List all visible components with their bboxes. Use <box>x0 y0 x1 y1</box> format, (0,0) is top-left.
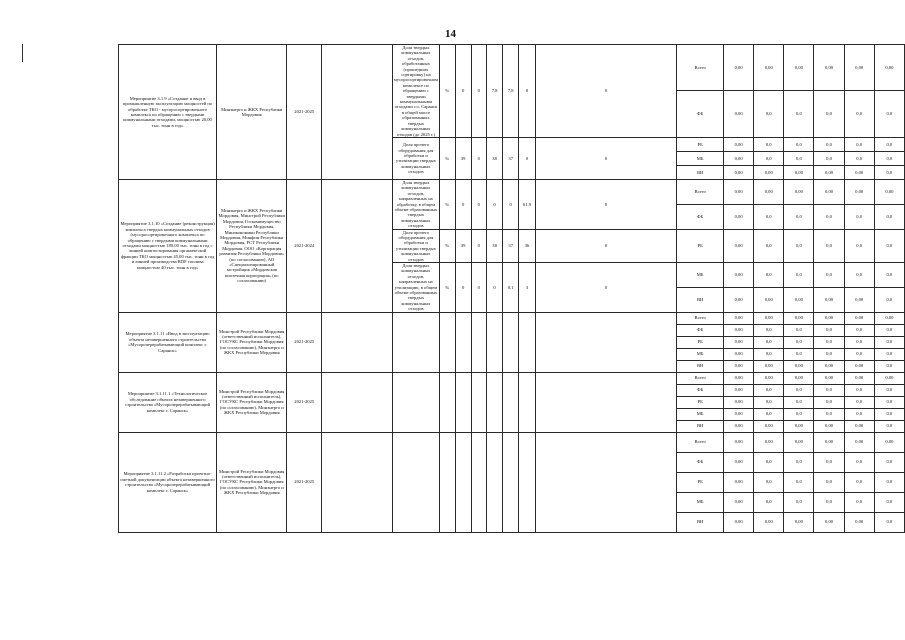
funding-value: 0,00 <box>724 396 754 408</box>
funding-value: 0,0 <box>874 472 904 492</box>
indicator-value: 0 <box>471 263 486 313</box>
indicator-value: 0 <box>535 137 676 179</box>
indicator-value <box>503 372 519 432</box>
unit-cell <box>392 432 439 532</box>
indicator-value <box>439 312 455 372</box>
funding-value: 0,0 <box>844 204 874 229</box>
indicator-unit: % <box>439 179 455 229</box>
indicator-value: 0 <box>455 45 471 138</box>
funding-value: 0,0 <box>784 336 814 348</box>
spacer-cell <box>535 312 676 372</box>
funding-value: 0,0 <box>784 452 814 472</box>
funding-source: МБ <box>677 263 724 288</box>
funding-value: 0,0 <box>784 263 814 288</box>
indicator-unit: % <box>439 229 455 262</box>
funding-value: 0,00 <box>844 179 874 204</box>
funding-source: ФБ <box>677 384 724 396</box>
funding-value: 0,00 <box>724 151 754 165</box>
executor: Минстрой Республики Мордовия (ответственный исполнитель), ГОСУКС Республики Мордовия (по согласованию), Минэнерго и ЖКХ Республики Мордовия <box>217 372 287 432</box>
indicator-value: 0 <box>535 263 676 313</box>
program-table <box>118 44 905 533</box>
funding-value: 0,00 <box>844 372 874 384</box>
funding-value: 0,00 <box>754 420 784 432</box>
funding-source: Всего <box>677 372 724 384</box>
funding-value: 0,00 <box>724 360 754 372</box>
funding-value: 0,0 <box>784 91 814 137</box>
funding-source: РБ <box>677 137 724 151</box>
funding-value: 0,00 <box>814 165 844 179</box>
funding-value: 0,0 <box>844 229 874 262</box>
funding-value: 0,0 <box>784 408 814 420</box>
indicator-value: 0 <box>471 137 486 179</box>
funding-value: 0,0 <box>784 229 814 262</box>
funding-value: 0,0 <box>874 408 904 420</box>
funding-value: 0,00 <box>724 91 754 137</box>
funding-value: 0,0 <box>874 204 904 229</box>
indicator-value: 0 <box>455 179 471 229</box>
funding-value: 0,00 <box>844 420 874 432</box>
funding-source: ФБ <box>677 91 724 137</box>
indicator-value <box>439 372 455 432</box>
indicator-value <box>455 432 471 532</box>
funding-value: 0,0 <box>814 472 844 492</box>
funding-value: 0,00 <box>784 312 814 324</box>
funding-value: 0,00 <box>814 179 844 204</box>
indicator-value: 0 <box>487 263 503 313</box>
event-name: Мероприятие 3.1.11.1 «Технологическое обследование объекта незавершенного строительства «Мусороперерабатывающий комплекс г. Саранск» <box>119 372 217 432</box>
funding-value: 0,00 <box>844 512 874 532</box>
term: 2021-2024 <box>287 179 322 312</box>
funding-source: МБ <box>677 408 724 420</box>
funding-value: 0,0 <box>754 204 784 229</box>
funding-value: 0,00 <box>724 384 754 396</box>
indicator-value: 61,9 <box>519 179 536 229</box>
indicator-value <box>487 312 503 372</box>
event-name: Мероприятие 3.1.9 «Создание и ввод в промышленную эксплуатацию мощностей по обработке ТКО - мусоросортировочного комплекса по обращению с твердыми коммунальными отходами, мощностью 20,00 тыс. тонн в год» <box>119 45 217 180</box>
funding-value: 0,00 <box>784 372 814 384</box>
term: 2021-2025 <box>287 45 322 180</box>
funding-value: 0,0 <box>784 472 814 492</box>
funding-value: 0,00 <box>724 336 754 348</box>
unit-cell <box>392 312 439 372</box>
indicator-cell <box>322 312 393 372</box>
indicator-cell <box>322 432 393 532</box>
funding-value: 0,0 <box>844 263 874 288</box>
indicator-value: 39 <box>455 137 471 179</box>
funding-value: 0,0 <box>814 396 844 408</box>
funding-source: РБ <box>677 229 724 262</box>
funding-value: 0,0 <box>814 492 844 512</box>
funding-source: ВИ <box>677 512 724 532</box>
funding-value: 0,0 <box>754 348 784 360</box>
funding-value: 0,0 <box>874 420 904 432</box>
funding-value: 0,00 <box>754 372 784 384</box>
funding-value: 0,0 <box>844 384 874 396</box>
spacer-cell <box>322 45 393 180</box>
funding-value: 0,00 <box>844 360 874 372</box>
funding-value: 0,00 <box>724 420 754 432</box>
funding-value: 0,0 <box>784 151 814 165</box>
funding-value: 0,0 <box>754 91 784 137</box>
funding-source: Всего <box>677 45 724 91</box>
funding-source: РБ <box>677 472 724 492</box>
funding-value: 0,0 <box>874 91 904 137</box>
executor: Минстрой Республики Мордовия (ответственный исполнитель), ГОСУКС Республики Мордовия (по согласованию), Минэнерго и ЖКХ Республики Мордовия <box>217 312 287 372</box>
funding-value: 0,0 <box>814 384 844 396</box>
indicator-value: 36 <box>519 229 536 262</box>
indicator-value <box>487 432 503 532</box>
funding-value: 0,0 <box>874 324 904 336</box>
term: 2021-2025 <box>287 432 322 532</box>
funding-value: 0,0 <box>814 204 844 229</box>
indicator-value: 38 <box>487 137 503 179</box>
indicator-value: 39 <box>455 229 471 262</box>
funding-value: 0,00 <box>784 45 814 91</box>
funding-value: 0,00 <box>814 372 844 384</box>
funding-value: 0,00 <box>784 165 814 179</box>
funding-value: 0,00 <box>814 312 844 324</box>
executor: Минэнерго и ЖКХ Республики Мордовия, Минстрой Республики Мордовия, Госкомимущество Республики Мордовия, Минэкономики Республики Мордовия, Минфин Республики Мордовия, РСТ Республики Мордовия, ООО «Корпорация развития Республики Мордовия» (по согласованию), АО «Специализированный застройщик «Мордовская ипотечная корпорация» (по согласованию) <box>217 179 287 312</box>
funding-value: 0,0 <box>814 263 844 288</box>
indicator-name: Доля твердых коммунальных отходов, обработанных (прошедших сортировку) на мусоросортировочном комплексе по обращению с твердыми коммунальными отходами г.о. Саранск в общей массе образованных твердых коммунальных отходов (до 2025 г.) <box>393 45 438 137</box>
funding-value: 0,0 <box>844 91 874 137</box>
indicator-value: 0 <box>503 179 519 229</box>
funding-value: 0,0 <box>874 360 904 372</box>
funding-value: 0,0 <box>754 151 784 165</box>
funding-value: 0,0 <box>814 137 844 151</box>
indicator-value <box>455 312 471 372</box>
funding-source: Всего <box>677 432 724 452</box>
funding-value: 0,0 <box>844 408 874 420</box>
funding-value: 0,00 <box>844 432 874 452</box>
indicator-value <box>519 432 536 532</box>
funding-value: 0,0 <box>844 137 874 151</box>
indicator-value: 38 <box>487 229 503 262</box>
funding-source: ФБ <box>677 452 724 472</box>
funding-value: 0,0 <box>874 263 904 288</box>
funding-value: 0,0 <box>814 229 844 262</box>
funding-value: 0,00 <box>814 45 844 91</box>
funding-value: 0,0 <box>754 324 784 336</box>
margin-mark <box>22 44 23 62</box>
term: 2021-2025 <box>287 372 322 432</box>
funding-value: 0,0 <box>874 287 904 312</box>
executor: Минэнерго и ЖКХ Республики Мордовия <box>217 45 287 180</box>
indicator-value: 0 <box>519 137 536 179</box>
funding-value: 0,0 <box>814 408 844 420</box>
funding-value: 0,0 <box>844 151 874 165</box>
funding-value: 0,0 <box>874 492 904 512</box>
funding-value: 0,0 <box>754 336 784 348</box>
indicator-value <box>519 312 536 372</box>
funding-value: 0,00 <box>724 432 754 452</box>
funding-value: 0,0 <box>844 472 874 492</box>
funding-value: 0,0 <box>844 336 874 348</box>
funding-value: 0,00 <box>724 204 754 229</box>
funding-value: 0,00 <box>814 360 844 372</box>
indicator-value <box>503 312 519 372</box>
funding-value: 0,00 <box>754 432 784 452</box>
funding-value: 0,0 <box>754 472 784 492</box>
indicator-value: 7,8 <box>503 45 519 138</box>
indicator-unit: % <box>439 45 455 138</box>
funding-value: 0,00 <box>724 348 754 360</box>
indicator-value: 0 <box>455 263 471 313</box>
funding-value: 0,00 <box>724 372 754 384</box>
funding-value: 0,0 <box>874 165 904 179</box>
funding-value: 0,0 <box>754 384 784 396</box>
funding-value: 0,0 <box>814 151 844 165</box>
indicator-value: 0 <box>471 229 486 262</box>
funding-value: 0,0 <box>754 408 784 420</box>
funding-value: 0,00 <box>874 312 904 324</box>
executor: Минстрой Республики Мордовия (ответственный исполнитель), ГОСУКС Республики Мордовия (по согласованию), Минэнерго и ЖКХ Республики Мордовия <box>217 432 287 532</box>
spacer-cell <box>322 179 393 312</box>
table-row <box>119 45 905 91</box>
funding-value: 0,00 <box>724 472 754 492</box>
event-name: Мероприятие 3.1.11 «Ввод в эксплуатацию объекта незавершенного строительства «Мусороперерабатывающий комплекс г. Саранск» <box>119 312 217 372</box>
indicator-value: 0,1 <box>503 263 519 313</box>
indicator-value <box>471 372 486 432</box>
funding-value: 0,0 <box>814 336 844 348</box>
funding-value: 0,00 <box>754 512 784 532</box>
spacer-cell <box>535 432 676 532</box>
event-name: Мероприятие 3.1.10 «Создание (реконструкция) комплекса твердых коммунальных отходов (мусоросортировочного комплекса по обращению с твердыми коммунальными отходами мощностью 180,00 тыс. тонн в год с линией компостирования органической фракции ТКО мощностью 45,00 тыс. тонн в год и линией производства RDF топлива мощностью 40 тыс. тонн в год» <box>119 179 217 312</box>
indicator-value: 0 <box>519 45 536 138</box>
funding-value: 0,00 <box>754 287 784 312</box>
funding-source: РБ <box>677 336 724 348</box>
funding-value: 0,00 <box>844 287 874 312</box>
funding-value: 0,00 <box>724 492 754 512</box>
funding-value: 0,0 <box>784 137 814 151</box>
funding-value: 0,00 <box>784 179 814 204</box>
indicator-unit: % <box>439 263 455 313</box>
term: 2021-2025 <box>287 312 322 372</box>
funding-value: 0,00 <box>874 45 904 91</box>
funding-value: 0,00 <box>814 512 844 532</box>
table-row <box>119 312 905 324</box>
indicator-cell <box>322 372 393 432</box>
funding-value: 0,0 <box>754 229 784 262</box>
funding-value: 0,0 <box>844 396 874 408</box>
indicator-value: 7,8 <box>487 45 503 138</box>
funding-value: 0,0 <box>874 384 904 396</box>
indicator-value <box>439 432 455 532</box>
funding-source: РБ <box>677 396 724 408</box>
funding-value: 0,0 <box>754 452 784 472</box>
funding-value: 0,0 <box>844 324 874 336</box>
indicator-value <box>519 372 536 432</box>
funding-value: 0,0 <box>874 137 904 151</box>
funding-value: 0,0 <box>754 263 784 288</box>
indicator-value: 3 <box>519 263 536 313</box>
funding-value: 0,0 <box>754 137 784 151</box>
funding-value: 0,0 <box>844 348 874 360</box>
funding-value: 0,0 <box>814 348 844 360</box>
funding-value: 0,0 <box>844 492 874 512</box>
funding-value: 0,00 <box>724 312 754 324</box>
funding-value: 0,0 <box>784 204 814 229</box>
funding-value: 0,0 <box>874 151 904 165</box>
funding-source: МБ <box>677 151 724 165</box>
funding-source: ВИ <box>677 360 724 372</box>
funding-value: 0,0 <box>784 492 814 512</box>
indicator-value: 0 <box>535 45 676 138</box>
funding-value: 0,0 <box>814 91 844 137</box>
page-number: 14 <box>445 28 456 40</box>
table-row <box>119 179 905 204</box>
funding-value: 0,0 <box>784 324 814 336</box>
indicator-value <box>471 312 486 372</box>
funding-value: 0,00 <box>784 432 814 452</box>
funding-value: 0,00 <box>724 324 754 336</box>
funding-value: 0,0 <box>874 396 904 408</box>
funding-value: 0,00 <box>814 432 844 452</box>
indicator-value: 0 <box>471 45 486 138</box>
funding-source: ФБ <box>677 204 724 229</box>
funding-value: 0,00 <box>724 229 754 262</box>
funding-source: МБ <box>677 492 724 512</box>
funding-value: 0,0 <box>754 396 784 408</box>
funding-value: 0,00 <box>844 165 874 179</box>
funding-source: ФБ <box>677 324 724 336</box>
funding-value: 0,00 <box>724 452 754 472</box>
funding-value: 0,00 <box>724 408 754 420</box>
indicator-value: 37 <box>503 137 519 179</box>
funding-value: 0,0 <box>784 396 814 408</box>
indicator-value: 0 <box>535 229 676 262</box>
funding-value: 0,0 <box>814 452 844 472</box>
funding-value: 0,00 <box>754 165 784 179</box>
indicator-name: Доля твердых коммунальных отходов, направленных на утилизацию, в общем объеме образованных твердых коммунальных отходов <box>392 263 439 313</box>
unit-cell <box>392 372 439 432</box>
funding-source: ВИ <box>677 165 724 179</box>
indicator-value <box>503 432 519 532</box>
event-name: Мероприятие 3.1.11.2 «Разработка проектно-сметной документации объекта незавершенного строительства «Мусороперерабатывающий комплекс г. Саранск» <box>119 432 217 532</box>
funding-value: 0,0 <box>784 384 814 396</box>
funding-value: 0,00 <box>844 312 874 324</box>
indicator-name: Доля прочего оборудования для обработки и утилизации твердых коммунальных отходов <box>392 229 439 262</box>
funding-value: 0,00 <box>784 420 814 432</box>
indicator-value: 37 <box>503 229 519 262</box>
indicator-value: 0 <box>535 179 676 229</box>
funding-value: 0,00 <box>784 512 814 532</box>
funding-value: 0,00 <box>814 420 844 432</box>
indicator-value <box>471 432 486 532</box>
funding-value: 0,00 <box>724 137 754 151</box>
table-row <box>119 432 905 452</box>
funding-value: 0,0 <box>874 229 904 262</box>
funding-value: 0,00 <box>724 512 754 532</box>
spacer-cell <box>535 372 676 432</box>
funding-value: 0,0 <box>844 452 874 472</box>
indicator-value: 0 <box>471 179 486 229</box>
indicator-name: Доля прочего оборудования для обработки и утилизации твердых коммунальных отходов <box>392 137 439 179</box>
funding-value: 0,0 <box>874 336 904 348</box>
indicator-value <box>455 372 471 432</box>
funding-value: 0,00 <box>844 45 874 91</box>
funding-value: 0,00 <box>724 287 754 312</box>
funding-source: Всего <box>677 179 724 204</box>
funding-source: ВИ <box>677 287 724 312</box>
funding-value: 0,00 <box>814 287 844 312</box>
funding-source: Всего <box>677 312 724 324</box>
funding-value: 0,00 <box>724 263 754 288</box>
funding-value: 0,00 <box>724 179 754 204</box>
funding-value: 0,00 <box>754 179 784 204</box>
funding-value: 0,00 <box>754 45 784 91</box>
funding-value: 0,00 <box>874 179 904 204</box>
funding-value: 0,0 <box>754 492 784 512</box>
funding-value: 0,0 <box>874 512 904 532</box>
funding-value: 0,00 <box>724 45 754 91</box>
funding-value: 0,0 <box>874 452 904 472</box>
table-row <box>119 372 905 384</box>
funding-value: 0,00 <box>724 165 754 179</box>
funding-value: 0,0 <box>874 348 904 360</box>
funding-source: ВИ <box>677 420 724 432</box>
funding-value: 0,00 <box>754 312 784 324</box>
indicator-name: Доля твердых коммунальных отходов, направленных на обработку, в общем объеме образованных твердых коммунальных отходов <box>392 179 439 229</box>
funding-value: 0,00 <box>784 360 814 372</box>
funding-value: 0,00 <box>754 360 784 372</box>
indicator-value: 0 <box>487 179 503 229</box>
funding-value: 0,0 <box>814 324 844 336</box>
indicator-value <box>487 372 503 432</box>
funding-source: МБ <box>677 348 724 360</box>
indicator-unit: % <box>439 137 455 179</box>
funding-value: 0,00 <box>784 287 814 312</box>
funding-value: 0,00 <box>874 432 904 452</box>
funding-value: 0,00 <box>874 372 904 384</box>
funding-value: 0,0 <box>784 348 814 360</box>
